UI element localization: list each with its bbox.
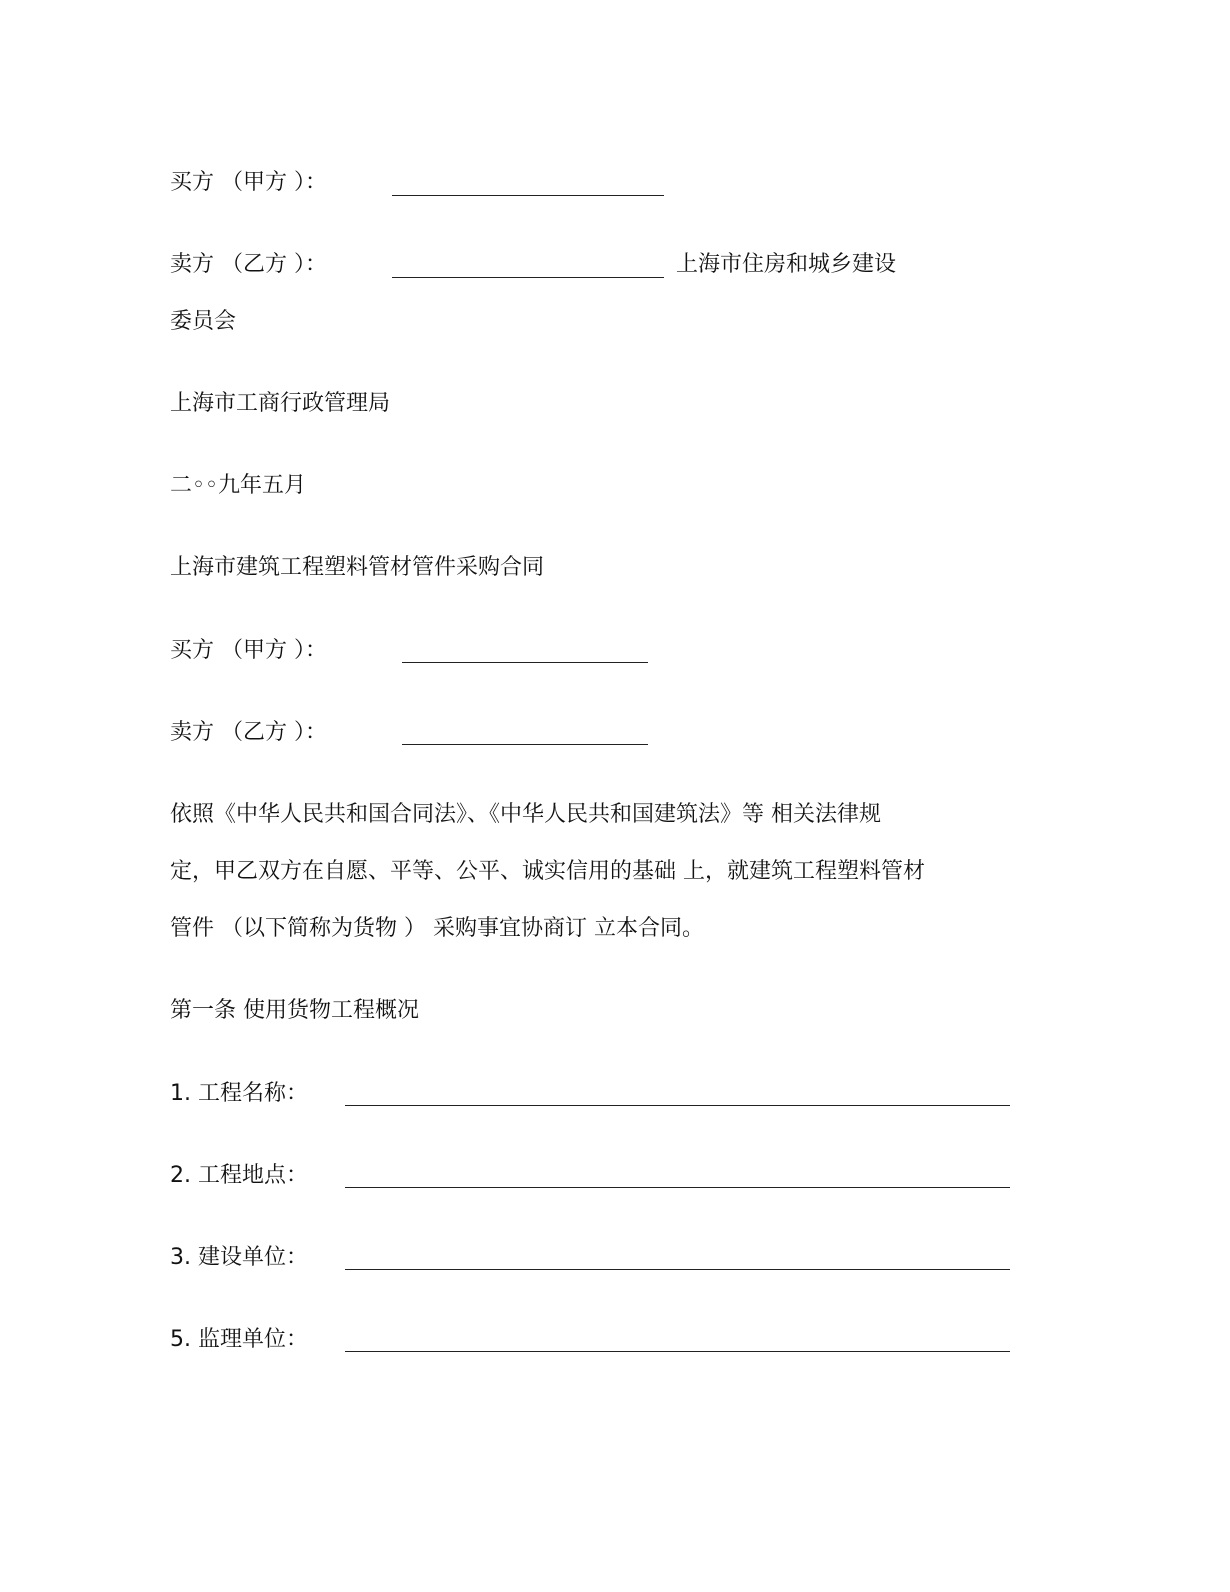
article-1-heading: 第一条 使用货物工程概况 xyxy=(170,998,419,1023)
cover-buyer-blank[interactable] xyxy=(392,195,664,196)
cover-seller-label: 卖方 （乙方 ）： xyxy=(170,252,327,277)
item-project-name-label: 1. 工程名称： xyxy=(170,1081,308,1106)
item-construction-unit-blank[interactable] xyxy=(345,1269,1010,1270)
contract-seller-label: 卖方 （乙方 ）： xyxy=(170,720,327,745)
item-construction-unit-label: 3. 建设单位： xyxy=(170,1245,308,1270)
preamble-line-2: 定，甲乙双方在自愿、平等、公平、诚实信用的基础 上，就建筑工程塑料管材 xyxy=(170,859,925,884)
item-project-location-blank[interactable] xyxy=(345,1187,1010,1188)
cover-buyer-label: 买方 （甲方 ）： xyxy=(170,170,327,195)
item-supervision-unit-blank[interactable] xyxy=(345,1351,1010,1352)
item-project-name-blank[interactable] xyxy=(345,1105,1010,1106)
cover-seller-blank[interactable] xyxy=(392,277,664,278)
cover-issuer-1: 上海市住房和城乡建设 xyxy=(676,252,897,277)
item-supervision-unit-label: 5. 监理单位： xyxy=(170,1327,308,1352)
contract-buyer-blank[interactable] xyxy=(402,662,648,663)
cover-issuer-2: 上海市工商行政管理局 xyxy=(170,391,391,416)
contract-seller-blank[interactable] xyxy=(402,744,648,745)
preamble-line-1: 依照《中华人民共和国合同法》、《中华人民共和国建筑法》等 相关法律规 xyxy=(170,802,881,827)
cover-date: 二◦◦九年五月 xyxy=(170,473,306,498)
contract-buyer-label: 买方 （甲方 ）： xyxy=(170,638,327,663)
preamble-line-3: 管件 （以下简称为货物 ） 采购事宜协商订 立本合同。 xyxy=(170,916,704,941)
contract-title: 上海市建筑工程塑料管材管件采购合同 xyxy=(170,555,545,580)
cover-issuer-1-cont: 委员会 xyxy=(170,309,237,334)
item-project-location-label: 2. 工程地点： xyxy=(170,1163,308,1188)
